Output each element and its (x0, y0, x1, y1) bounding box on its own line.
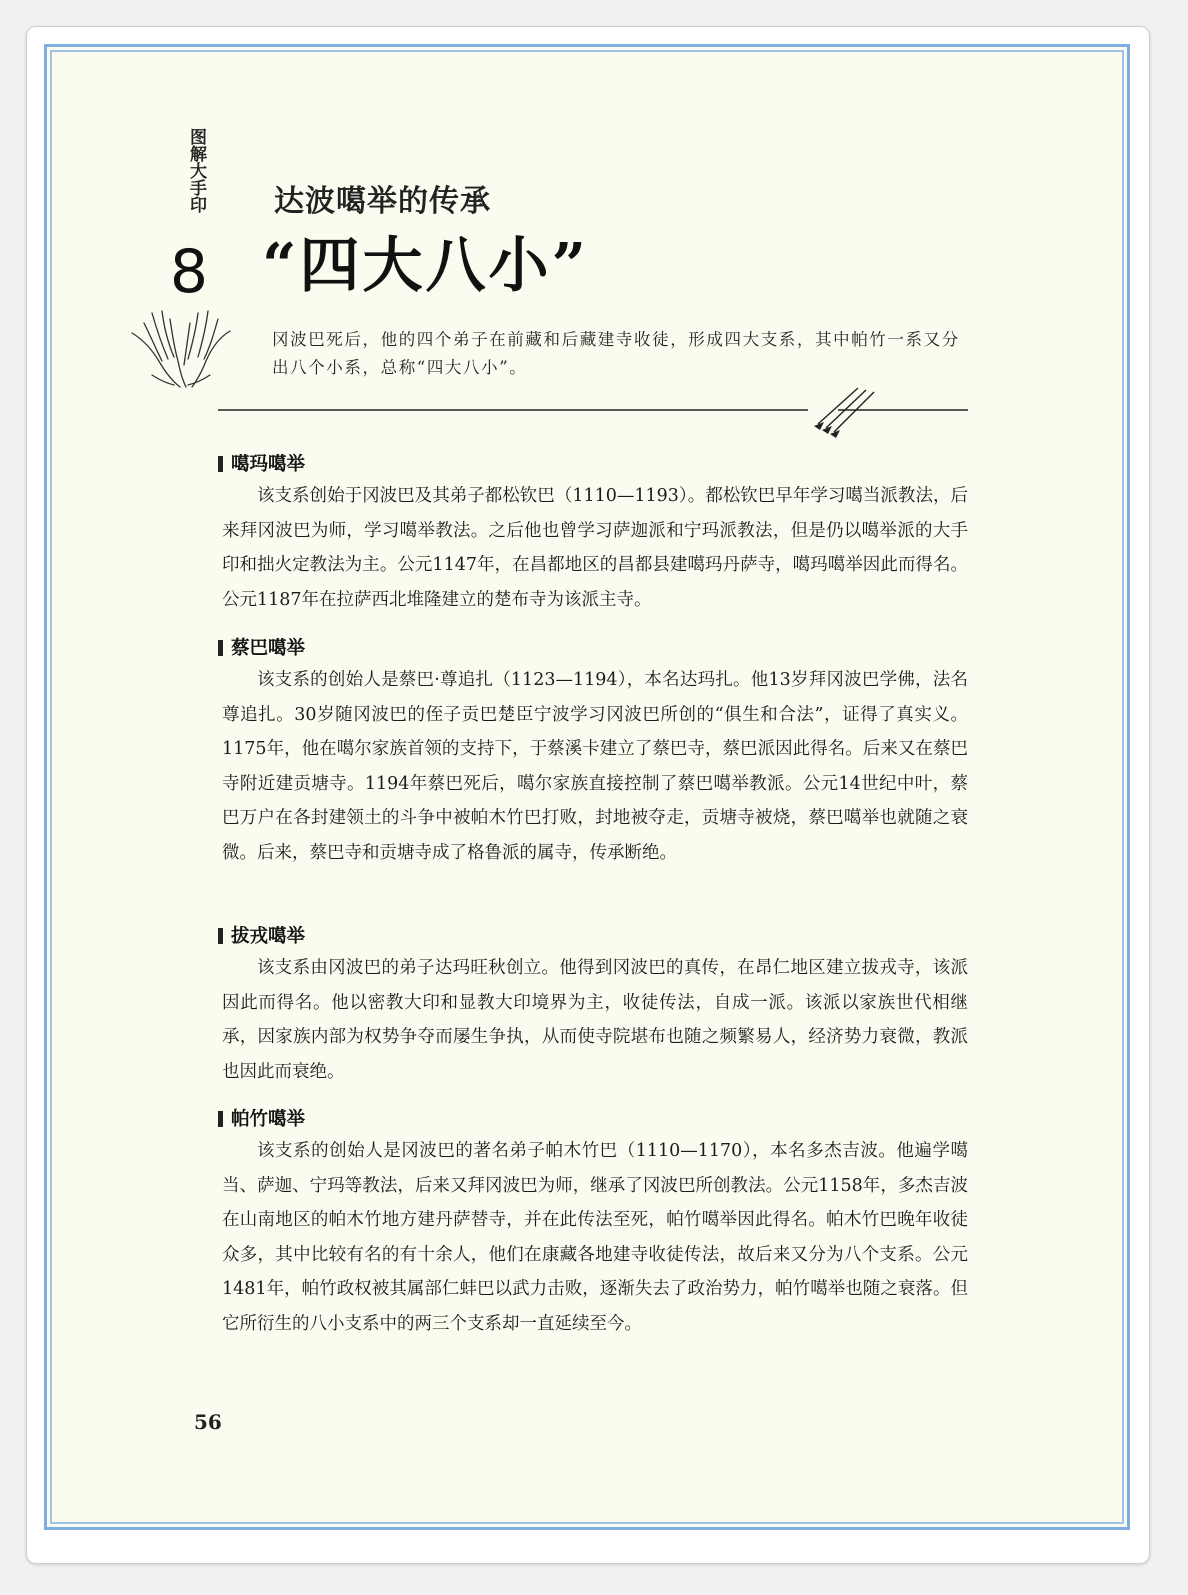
chapter-subtitle: 达波噶举的传承 (274, 184, 491, 219)
section-text-baram: 该支系由冈波巴的弟子达玛旺秋创立。他得到冈波巴的真传，在昂仁地区建立拔戎寺，该派因此而得名。他以密教大印和显教大印境界为主，收徒传法，自成一派。该派以家族世代相继承，因家族内部为权势争夺而屡生争执，从而使寺院堪布也随之频繁易人，经济势力衰微，教派也因此而衰绝。 (222, 958, 968, 1082)
arrow-divider-icon (218, 384, 978, 440)
chapter-number: 8 (169, 237, 209, 307)
praying-hands-icon (122, 305, 240, 389)
section-text-karma: 该支系创始于冈波巴及其弟子都松钦巴（1110—1193）。都松钦巴早年学习噶当派教法，后来拜冈波巴为师，学习噶举教法。之后他也曾学习萨迦派和宁玛派教法，但是仍以噶举派的大手印和拙火定教法为主。公元1147年，在昌都地区的昌都县建噶玛丹萨寺，噶玛噶举因此而得名。公元1187年在拉萨西北堆隆建立的楚布寺为该派主寺。 (222, 486, 968, 610)
section-title-phagdru: 帕竹噶举 (218, 1105, 305, 1131)
section-marker-icon (218, 456, 223, 472)
book-title-vertical: 图解大手印 (186, 128, 206, 213)
section-title-baram: 拔戎噶举 (218, 922, 305, 948)
section-marker-icon (218, 928, 223, 944)
chapter-title: “四大八小” (262, 231, 590, 301)
section-text-phagdru: 该支系的创始人是冈波巴的著名弟子帕木竹巴（1110—1170），本名多杰吉波。他遍学噶当、萨迦、宁玛等教法，后来又拜冈波巴为师，继承了冈波巴所创教法。公元1158年，多杰吉波在山南地区的帕木竹地方建丹萨替寺，并在此传法至死，帕竹噶举因此得名。帕木竹巴晚年收徒众多，其中比较有名的有十余人，他们在康藏各地建寺收徒传法，故后来又分为八个支系。公元1481年，帕竹政权被其属部仁蚌巴以武力击败，逐渐失去了政治势力，帕竹噶举也随之衰落。但它所衍生的八小支系中的两三个支系却一直延续至今。 (222, 1141, 968, 1334)
section-marker-icon (218, 640, 223, 656)
page-number: 56 (194, 1410, 222, 1434)
section-title-karma: 噶玛噶举 (218, 450, 305, 476)
chapter-lead: 冈波巴死后，他的四个弟子在前藏和后藏建寺收徒，形成四大支系，其中帕竹一系又分出八个小系，总称“四大八小”。 (272, 330, 960, 377)
section-text-tsalpa: 该支系的创始人是蔡巴·尊追扎（1123—1194），本名达玛扎。他13岁拜冈波巴学佛，法名尊追扎。30岁随冈波巴的侄子贡巴楚臣宁波学习冈波巴所创的“俱生和合法”，证得了真实义。1175年，他在噶尔家族首领的支持下，于蔡溪卡建立了蔡巴寺，蔡巴派因此得名。后来又在蔡巴寺附近建贡塘寺。1194年蔡巴死后，噶尔家族直接控制了蔡巴噶举教派。公元14世纪中叶，蔡巴万户在各封建领土的斗争中被帕木竹巴打败，封地被夺走，贡塘寺被烧，蔡巴噶举也就随之衰微。后来，蔡巴寺和贡塘寺成了格鲁派的属寺，传承断绝。 (222, 670, 968, 863)
section-marker-icon (218, 1111, 223, 1127)
section-title-tsalpa: 蔡巴噶举 (218, 634, 305, 660)
